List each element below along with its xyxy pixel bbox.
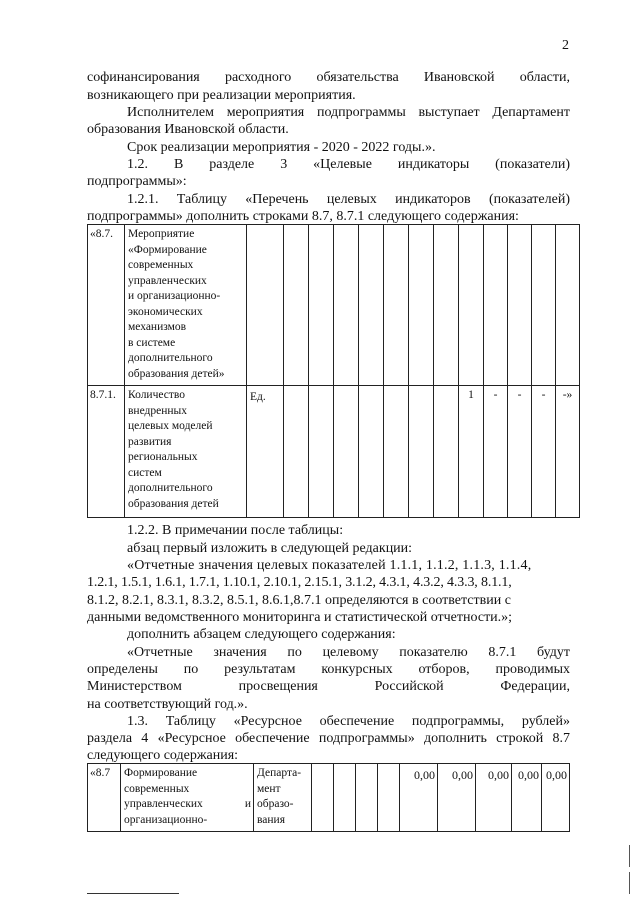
body-line-8: 1.2.1. Таблицу «Перечень целевых индикаторов (показателей) [127, 192, 570, 207]
value-cell [334, 386, 359, 518]
table-row-8-7-1 [88, 386, 580, 518]
indicators-table [87, 224, 580, 518]
body-line-17: «Отчетные значения по целевому показателю 8.7.1 будут [127, 645, 570, 660]
amount-cell: 0,00 [438, 764, 476, 832]
body-line-3: Исполнителем мероприятия подпрограммы выступает Департамент [127, 105, 570, 120]
activity-name: Формирование современных управленческих и организационно- [121, 764, 254, 832]
body-line-20: на соответствующий год.». [87, 697, 248, 712]
indicator-name: Количество внедренных целевых моделей развития региональных систем дополнительного образования детей [125, 386, 247, 518]
body-line-10: 1.2.2. В примечании после таблицы: [127, 523, 344, 538]
body-line-12: «Отчетные значения целевых показателей 1.1.1, 1.1.2, 1.1.3, 1.1.4, [127, 558, 532, 573]
body-line-21: 1.3. Таблицу «Ресурсное обеспечение подпрограммы, рублей» [127, 714, 570, 729]
page-number: 2 [562, 38, 569, 53]
value-cell [309, 386, 334, 518]
activity-name: Мероприятие «Формирование современных управленческих и организационно- экономических механизмов в системе дополнительного образования детей» [125, 225, 247, 386]
amount-cell: 0,00 [476, 764, 512, 832]
body-line-19: Министерством просвещения Российской Федерации, [87, 679, 570, 694]
body-line-23: следующего содержания: [87, 748, 239, 763]
body-line-6: 1.2. В разделе 3 «Целевые индикаторы (показатели) [127, 157, 570, 172]
body-line-22: раздела 4 «Ресурсное обеспечение подпрограммы» дополнить строкой 8.7 [87, 731, 570, 746]
executor-cell: Департа- мент образо- вания [254, 764, 312, 832]
body-line-9: подпрограммы» дополнить строками 8.7, 8.7.1 следующего содержания: [87, 209, 519, 224]
amount-cell: 0,00 [542, 764, 570, 832]
body-line-2: возникающего при реализации мероприятия. [87, 88, 356, 103]
footer-rule [87, 893, 179, 894]
body-line-5: Срок реализации мероприятия - 2020 - 2022 годы.». [127, 140, 436, 155]
body-line-14: 8.1.2, 8.2.1, 8.3.1, 8.3.2, 8.5.1, 8.6.1,8.7.1 определяются в соответствии с [87, 593, 511, 608]
table-row-8-7 [88, 225, 580, 386]
value-cell [359, 386, 384, 518]
body-line-4: образования Ивановской области. [87, 122, 289, 137]
body-line-13: 1.2.1, 1.5.1, 1.6.1, 1.7.1, 1.10.1, 2.10.1, 2.15.1, 3.1.2, 4.3.1, 4.3.2, 4.3.3, 8.1.1, [87, 575, 512, 590]
body-line-7: подпрограммы»: [87, 174, 187, 189]
value-cell: - [484, 386, 508, 518]
table-row-8-7 [88, 764, 570, 832]
amount-cell: 0,00 [400, 764, 438, 832]
body-line-1: софинансирования расходного обязательства Ивановской области, [87, 70, 570, 85]
unit-cell: Ед. [247, 386, 284, 518]
value-cell [434, 386, 459, 518]
body-line-11: абзац первый изложить в следующей редакции: [127, 541, 413, 556]
row-number: «8.7. [88, 225, 125, 386]
value-cell: -» [556, 386, 580, 518]
value-cell [284, 386, 309, 518]
value-cell: - [532, 386, 556, 518]
value-cell: - [508, 386, 532, 518]
amount-cell: 0,00 [512, 764, 542, 832]
scan-mark [629, 845, 630, 867]
row-number: «8.7 [88, 764, 121, 832]
value-cell: 1 [459, 386, 484, 518]
value-cell [384, 386, 409, 518]
body-line-18: определены по результатам конкурсных отборов, проводимых [87, 662, 570, 677]
row-number: 8.7.1. [88, 386, 125, 518]
value-cell [409, 386, 434, 518]
body-line-16: дополнить абзацем следующего содержания: [127, 627, 396, 642]
scan-mark [629, 872, 630, 894]
resources-table [87, 763, 570, 832]
body-line-15: данными ведомственного мониторинга и статистической отчетности.»; [87, 610, 513, 625]
